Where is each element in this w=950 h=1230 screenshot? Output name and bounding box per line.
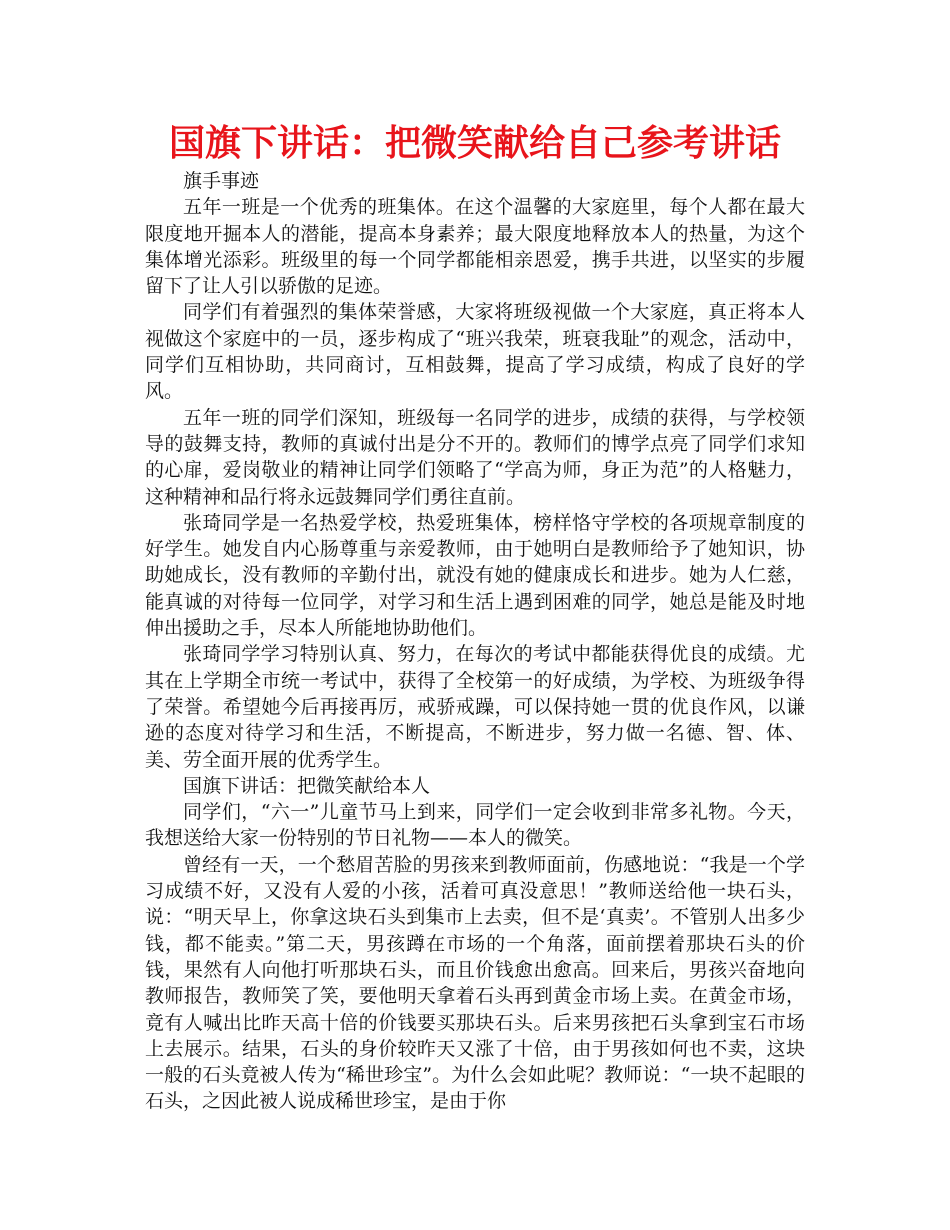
paragraph: 张琦同学学习特别认真、努力，在每次的考试中都能获得优良的成绩。尤其在上学期全市统一考试中，获得了全校第一的好成绩，为学校、为班级争得了荣誉。希望她今后再接再厉，戒骄戒躁，可以保持她一贯的优良作风，以谦逊的态度对待学习和生活，不断提高，不断进步，努力做一名德、智、体、美、劳全面开展的优秀学生。 [145,643,805,771]
document-title: 国旗下讲话：把微笑献给自己参考讲话 [168,123,781,164]
paragraph: 同学们有着强烈的集体荣誉感，大家将班级视做一个大家庭，真正将本人视做这个家庭中的一员，逐步构成了“班兴我荣，班衰我耻”的观念，活动中，同学们互相协助，共同商讨，互相鼓舞，提高了学习成绩，构成了良好的学风。 [145,301,805,403]
section-heading: 国旗下讲话：把微笑献给本人 [183,774,431,797]
document-body [145,168,805,1115]
document-page [145,120,805,1115]
paragraph: 张琦同学是一名热爱学校，热爱班集体，榜样恪守学校的各项规章制度的好学生。她发自内心肠尊重与亲爱教师，由于她明白是教师给予了她知识，协助她成长，没有教师的辛勤付出，就没有她的健康成长和进步。她为人仁慈，能真诚的对待每一位同学，对学习和生活上遇到困难的同学，她总是能及时地伸出援助之手，尽本人所能地协助他们。 [145,511,805,640]
section-heading: 旗手事迹 [183,170,260,192]
paragraph: 同学们，“六一”儿童节马上到来，同学们一定会收到非常多礼物。今天，我想送给大家一份特别的节日礼物——本人的微笑。 [145,801,805,850]
paragraph: 五年一班是一个优秀的班集体。在这个温馨的大家庭里，每个人都在最大限度地开掘本人的潜能，提高本身素养；最大限度地释放本人的热量，为这个集体增光添彩。班级里的每一个同学都能相亲恩爱，携手共进，以坚实的步履留下了让人引以骄傲的足迹。 [145,196,805,298]
paragraph: 五年一班的同学们深知，班级每一名同学的进步，成绩的获得，与学校领导的鼓舞支持，教师的真诚付出是分不开的。教师们的博学点亮了同学们求知的心扉，爱岗敬业的精神让同学们领略了“学高为师，身正为范”的人格魅力，这种精神和品行将永远鼓舞同学们勇往直前。 [145,406,805,508]
paragraph: 曾经有一天，一个愁眉苦脸的男孩来到教师面前，伤感地说：“我是一个学习成绩不好，又没有人爱的小孩，活着可真没意思！”教师送给他一块石头，说：“明天早上，你拿这块石头到集市上去卖，但不是‘真卖’。不管别人出多少钱，都不能卖。”第二天，男孩蹲在市场的一个角落，面前摆着那块石头的价钱，果然有人向他打听那块石头，而且价钱愈出愈高。回来后，男孩兴奋地向教师报告，教师笑了笑，要他明天拿着石头再到黄金市场上卖。在黄金市场，竟有人喊出比昨天高十倍的价钱要买那块石头。后来男孩把石头拿到宝石市场上去展示。结果，石头的身价较昨天又涨了十倍，由于男孩如何也不卖，这块一般的石头竟被人传为“稀世珍宝”。为什么会如此呢？教师说：“一块不起眼的石头，之因此被人说成稀世珍宝，是由于你 [145,853,805,1113]
